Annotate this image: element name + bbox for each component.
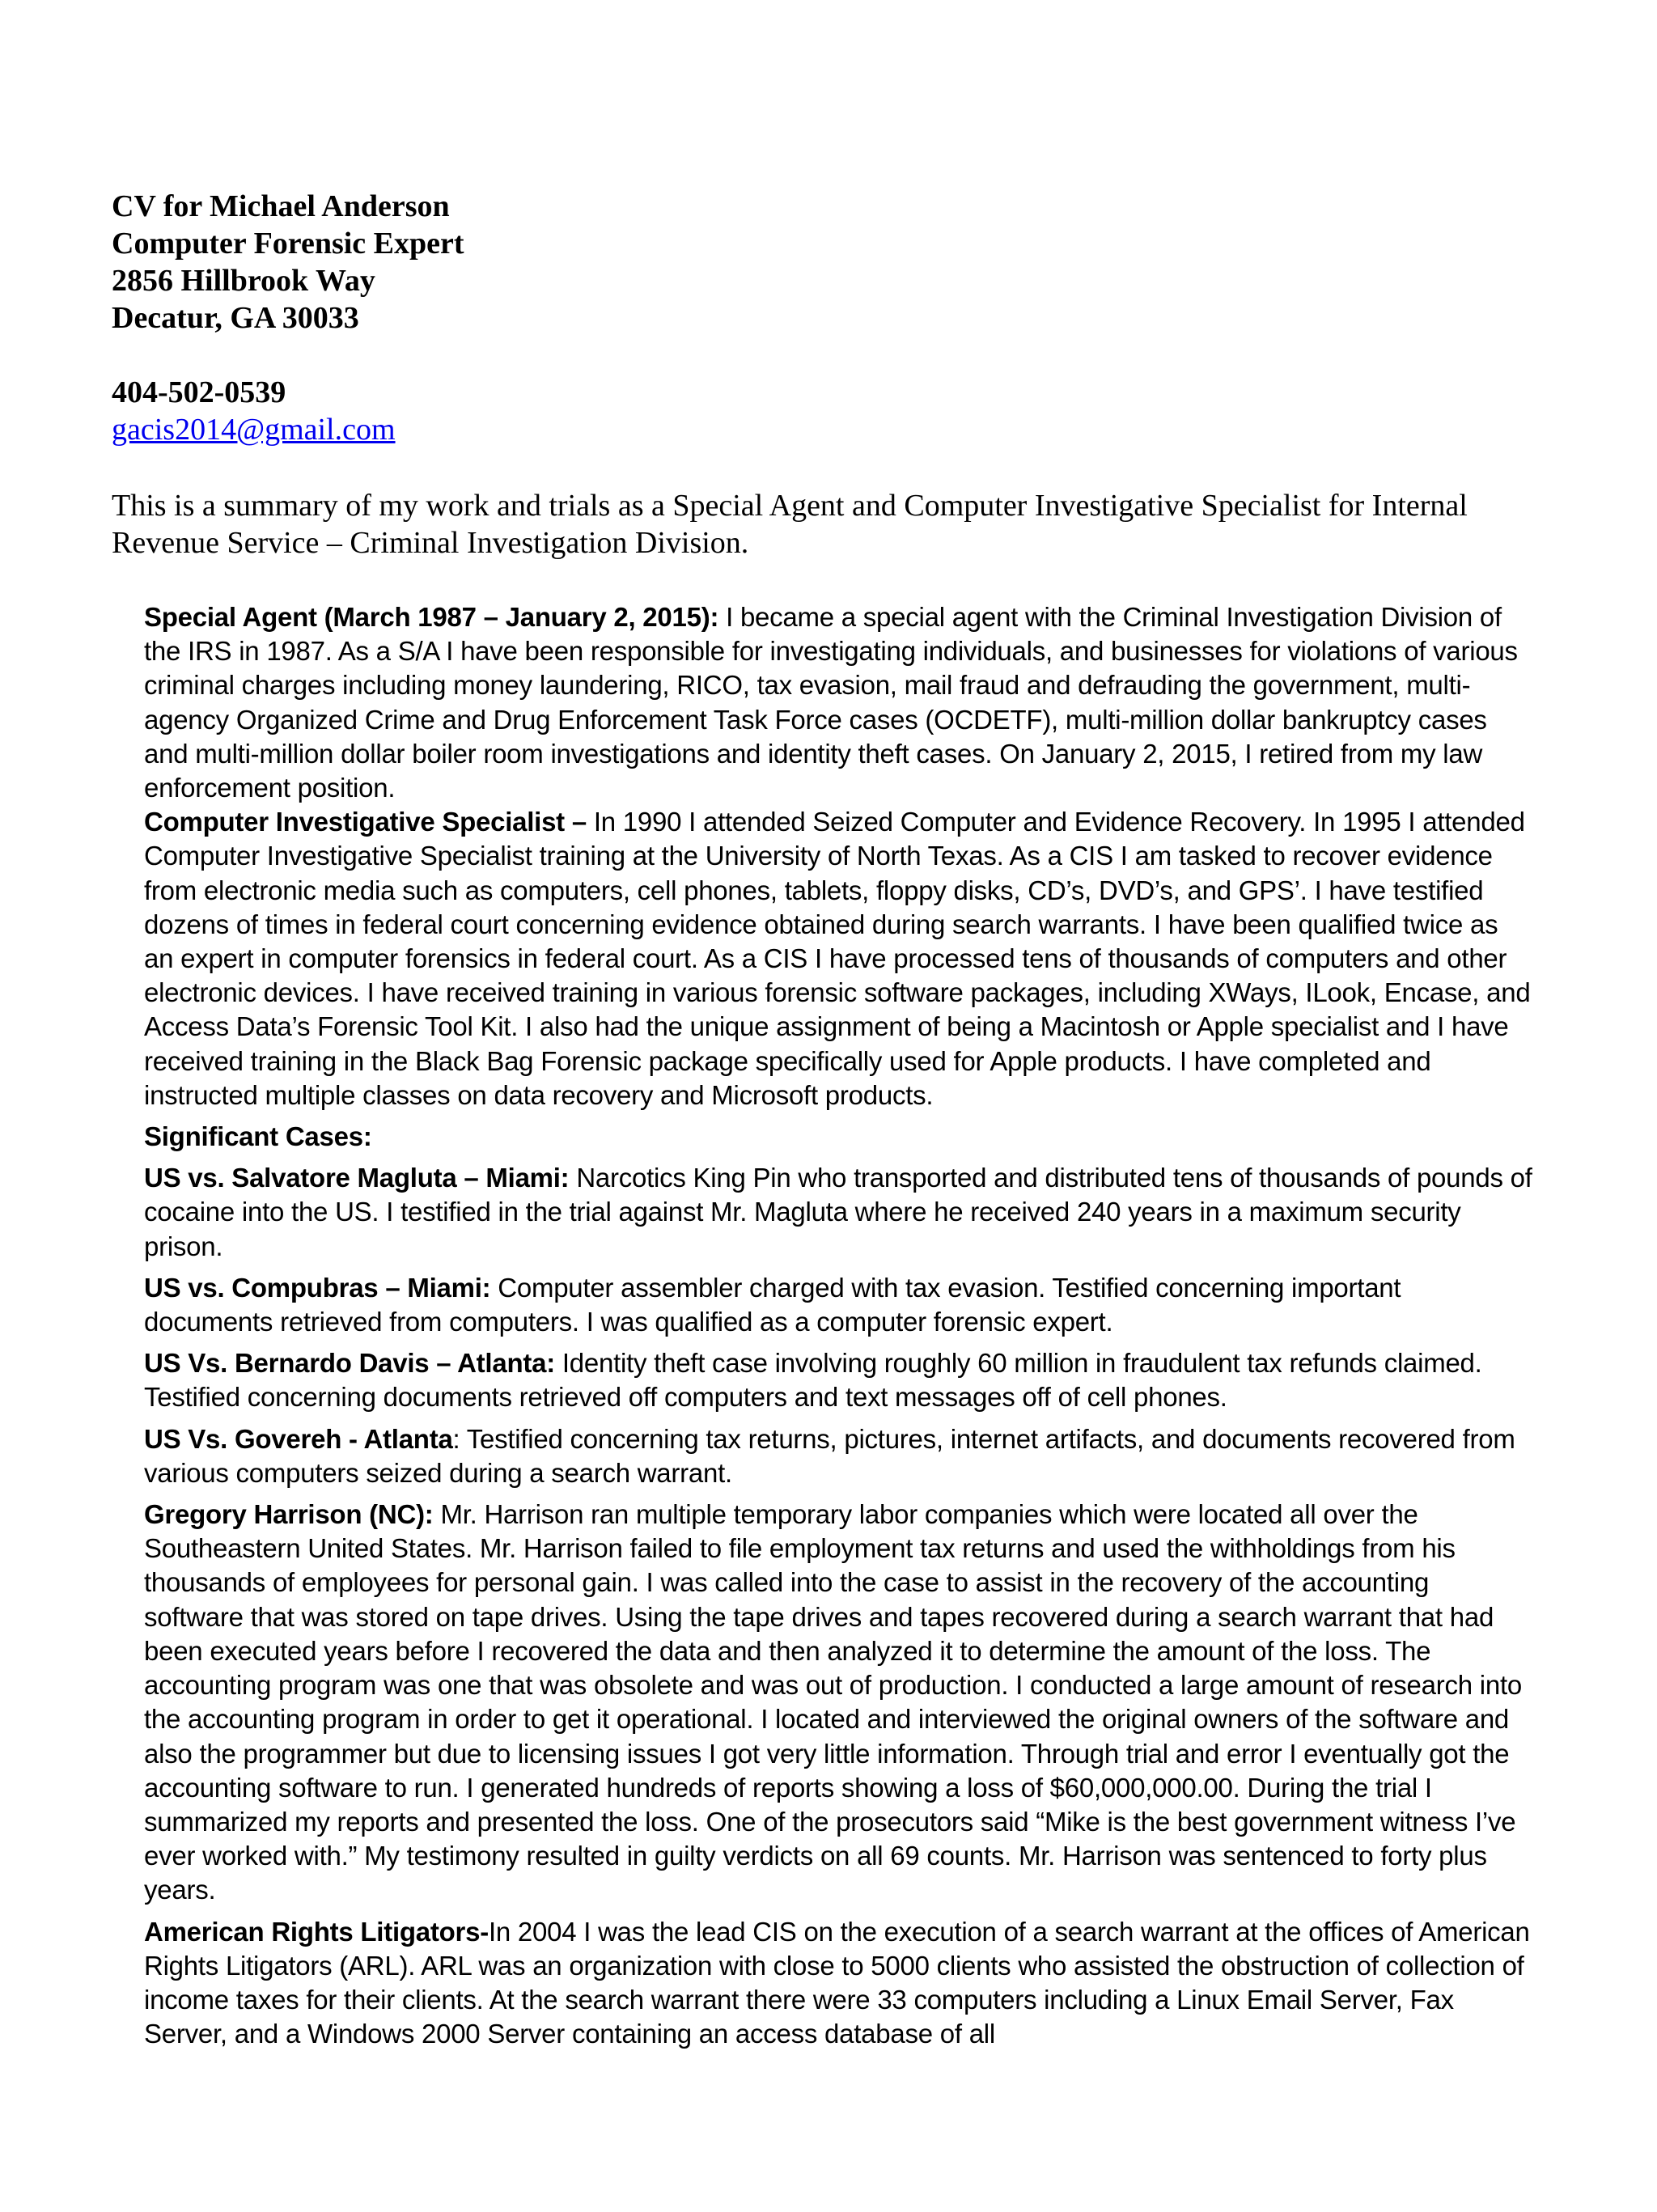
address-city: Decatur, GA 30033 [112,301,359,335]
case-paragraph-compubras [144,1271,1532,1339]
case-text: : Testified concerning tax returns, pictures, internet artifacts, and documents recovered from various computers seized during a search warrant. [144,1423,1515,1488]
address-street: 2856 Hillbrook Way [112,264,375,298]
cv-title: CV for Michael Anderson [112,189,450,223]
case-paragraph-davis [144,1346,1532,1414]
case-text: Computer assembler charged with tax evasion. Testified concerning important documents retrieved from computers. I was qualified as a computer forensic expert. [144,1272,1401,1337]
case-text: Narcotics King Pin who transported and distributed tens of thousands of pounds of cocaine into the US. I testified in the trial against Mr. Magluta where he received 240 years in a maximum security prison. [144,1163,1532,1261]
case-paragraph-magluta [144,1161,1532,1264]
case-heading: Gregory Harrison (NC): [144,1499,434,1530]
header-spacer [112,337,1568,374]
cis-text: In 1990 I attended Seized Computer and Evidence Recovery. In 1995 I attended Computer Investigative Specialist training at the University of North Texas. As a CIS I am tasked to recover evidence from electronic media such as computers, cell phones, tablets, floppy disks, CD’s, DVD’s, and GPS’. I have testified dozens of times in federal court concerning evidence obtained during search warrants. I have been qualified twice as an expert in computer forensics in federal court. As a CIS I have processed tens of thousands of computers and other electronic devices. I have received training in various forensic software packages, including XWays, ILook, Encase, and Access Data’s Forensic Tool Kit. I also had the unique assignment of being a Macintosh or Apple specialist and I have received training in the Black Bag Forensic package specifically used for Apple products. I have completed and instructed multiple classes on data recovery and Microsoft products. [144,807,1531,1110]
special-agent-paragraph [144,600,1532,805]
cis-heading: Computer Investigative Specialist – [144,807,587,837]
cis-paragraph [144,805,1532,1112]
case-paragraph-arl [144,1915,1532,2052]
case-text: Identity theft case involving roughly 60 million in fraudulent tax refunds claimed. Testified concerning documents retrieved off computers and text messages off of cell phones. [144,1348,1482,1413]
case-heading: US vs. Compubras – Miami: [144,1272,491,1303]
email-link[interactable]: gacis2014@gmail.com [112,413,396,447]
special-agent-text: I became a special agent with the Criminal Investigation Division of the IRS in 1987. As a S/A I have been responsible for investigating individuals, and businesses for violations of various criminal charges including money laundering, RICO, tax evasion, mail fraud and defrauding the government, multi-agency Organized Crime and Drug Enforcement Task Force cases (OCDETF), multi-million dollar bankruptcy cases and multi-million dollar boiler room investigations and identity theft cases. On January 2, 2015, I retired from my law enforcement position. [144,602,1518,803]
experience-body [144,600,1532,2051]
case-heading: American Rights Litigators- [144,1916,489,1947]
case-paragraph-govereh [144,1422,1532,1490]
case-heading: US Vs. Bernardo Davis – Atlanta: [144,1348,555,1379]
summary-paragraph: This is a summary of my work and trials as a Special Agent and Computer Investigative Specialist for Internal Revenue Service – Criminal Investigation Division. [112,489,1468,560]
case-text: In 2004 I was the lead CIS on the execution of a search warrant at the offices of American Rights Litigators (ARL). ARL was an organization with close to 5000 clients who assisted the obstruction of collection of income taxes for their clients. At the search warrant there were 33 computers including a Linux Email Server, Fax Server, and a Windows 2000 Server containing an access database of all [144,1916,1530,2049]
special-agent-heading: Special Agent (March 1987 – January 2, 2015): [144,602,719,632]
significant-cases-heading: Significant Cases: [144,1121,372,1152]
case-heading: US Vs. Govereh - Atlanta [144,1423,453,1454]
contact-header [112,188,1568,448]
case-paragraph-harrison [144,1498,1532,1907]
case-heading: US vs. Salvatore Magluta – Miami: [144,1163,570,1193]
case-text: Mr. Harrison ran multiple temporary labor companies which were located all over the Southeastern United States. Mr. Harrison failed to file employment tax returns and used the withholdings from his thousands of employees for personal gain. I was called into the case to assist in the recovery of the accounting software that was stored on tape drives. Using the tape drives and tapes recovered during a search warrant that had been executed years before I recovered the data and then analyzed it to determine the amount of the loss. The accounting program was one that was obsolete and was out of production. I conducted a large amount of research into the accounting program in order to get it operational. I located and interviewed the original owners of the software and also the programmer but due to licensing issues I got very little information. Through trial and error I eventually got the accounting software to run. I generated hundreds of reports showing a loss of $60,000,000.00. During the trial I summarized my reports and presented the loss. One of the prosecutors said “Mike is the best government witness I’ve ever worked with.” My testimony resulted in guilty verdicts on all 69 counts. Mr. Harrison was sentenced to forty plus years. [144,1499,1522,1905]
phone-number: 404-502-0539 [112,375,286,409]
cv-role: Computer Forensic Expert [112,227,464,261]
